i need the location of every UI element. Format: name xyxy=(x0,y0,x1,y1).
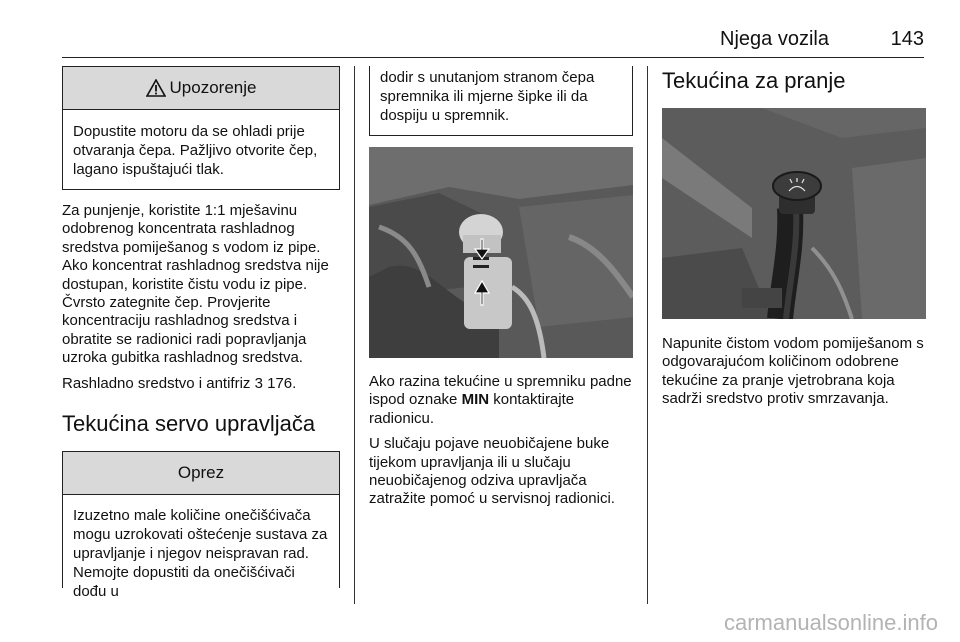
caution-box-header xyxy=(63,452,339,495)
page-header xyxy=(62,26,924,54)
column-2 xyxy=(369,66,633,509)
warning-text: Dopustite motoru da se ohladi prije otvaranja čepa. Pažljivo otvorite čep, lagano ispuštajući tlak. xyxy=(73,123,318,178)
washer-reservoir-image xyxy=(662,108,926,319)
column-3 xyxy=(662,66,926,409)
caution-title: Oprez xyxy=(177,463,225,483)
min-text-after: kontaktirajte radionicu. xyxy=(369,391,575,427)
steering-noise-paragraph: U slučaju pojave neuobičajene buke tijekom upravljanja ili u slučaju neuobičajenog odziva upravljača zatražite pomoć u servisnoj radionici. xyxy=(369,435,615,508)
warning-box-header xyxy=(63,67,339,110)
page-number: 143 xyxy=(890,28,924,50)
header-rule xyxy=(62,57,924,58)
caution-text-part2: dodir s unutanjom stranom čepa spremnika ili mjerne šipke ili da dospiju u spremnik. xyxy=(380,69,595,124)
section-heading-washer-fluid: Tekućina za pranje xyxy=(662,68,846,93)
section-heading-power-steering: Tekućina servo upravljača xyxy=(62,411,316,437)
warning-box xyxy=(62,66,340,190)
min-marker-label: MIN xyxy=(461,391,490,409)
reservoir-illustration xyxy=(369,147,633,358)
warning-title: Upozorenje xyxy=(169,78,257,97)
coolant-reference xyxy=(62,375,340,393)
header-title: Njega vozila xyxy=(720,28,829,50)
caution-text-part1: Izuzetno male količine onečišćivača mogu uzrokovati oštećenje sustava za upravljanje i njegov neispravan rad. Nemojte dopustiti da onečišćivači dođu u xyxy=(73,507,328,601)
column-1 xyxy=(62,66,340,601)
washer-illustration xyxy=(662,108,926,319)
min-level-paragraph xyxy=(369,373,633,428)
washer-fill-paragraph: Napunite čistom vodom pomiješanom s odgovarajućom količinom odobrene tekućine za pranje vjetrobrana koja sadrži sredstvo protiv smrzavanja. xyxy=(662,335,924,408)
column-divider-2 xyxy=(647,66,648,604)
page-reference-symbol: 3 xyxy=(254,374,263,392)
warning-triangle-icon xyxy=(146,79,166,97)
coolant-fill-paragraph: Za punjenje, koristite 1:1 mješavinu odobrenog koncentrata rashladnog sredstva pomiješanog s vodom iz pipe. Ako koncentrat rashladnog sredstva nije dostupan, koristite čistu vodu iz pipe. Čvrsto zategnite čep. Provjerite koncentraciju rashladnog sredstva i obratite se radionici radi popravljanja uzroka gubitka rashladnog sredstva. xyxy=(62,202,329,367)
min-text-before: Ako razina tekućine u spremniku padne ispod oznake xyxy=(369,373,632,409)
reference-text: Rashladno sredstvo i antifriz xyxy=(62,374,255,392)
column-divider-1 xyxy=(354,66,355,604)
watermark: carmanualsonline.info xyxy=(723,610,938,635)
caution-box-continued xyxy=(369,66,633,136)
caution-box xyxy=(62,451,340,601)
power-steering-reservoir-image xyxy=(369,147,633,358)
reference-page: 176. xyxy=(262,374,297,392)
